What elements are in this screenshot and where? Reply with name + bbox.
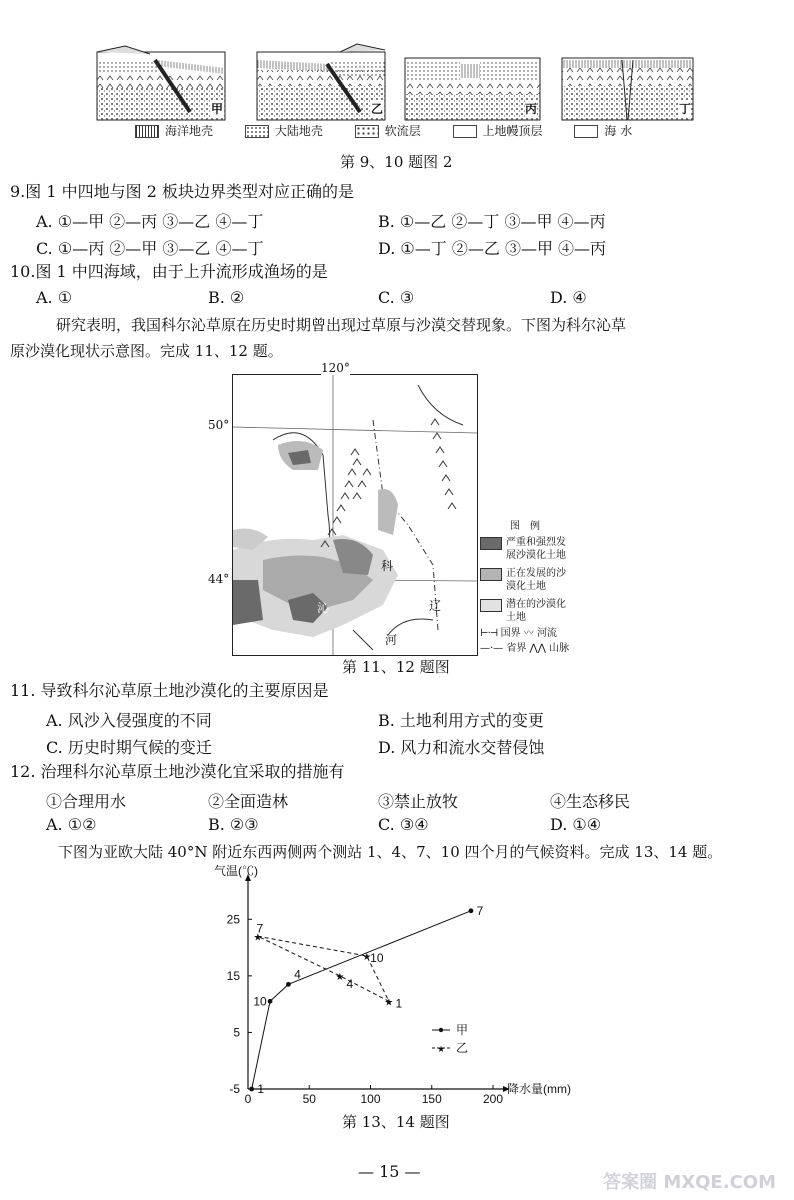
map-legend-title: 图 例 (510, 521, 540, 532)
chart-caption: 第 13、14 题图 (342, 1113, 450, 1131)
panel-label-ding: 丁 (679, 102, 692, 116)
point-label: 7 (476, 903, 484, 918)
map-legend-potential: 潜在的沙漠化 土地 (480, 598, 595, 624)
question-12-option-d[interactable]: D. ①④ (550, 815, 602, 834)
legend-upper-mantle: 上地幔顶层 (453, 124, 543, 138)
y-tick-label: -5 (229, 1082, 240, 1096)
point-label: 1 (395, 996, 403, 1011)
y-axis-label: 气温(℃) (214, 864, 258, 878)
map-legend-developing: 正在发展的沙 漠化土地 (480, 567, 595, 593)
question-10-stem: 10.图 1 中四海域，由于上升流形成渔场的是 (10, 262, 328, 281)
horqin-map (232, 361, 478, 656)
figure-2 (95, 42, 695, 122)
map-label-lat-44: 44° (208, 572, 230, 586)
series-line-乙 (258, 936, 389, 1001)
legend-marker-jia (439, 1028, 443, 1032)
page-number: — 15 — (358, 1162, 421, 1181)
question-10-option-a[interactable]: A. ① (36, 288, 73, 307)
panel-yi (257, 44, 385, 120)
question-11-option-d[interactable]: D. 风力和流水交替侵蚀 (378, 738, 545, 757)
map-legend-severe: 严重和强烈发 展沙漠化土地 (480, 536, 595, 562)
question-12-option-b[interactable]: B. ②③ (208, 815, 259, 834)
question-12-option-c[interactable]: C. ③④ (378, 815, 429, 834)
y-tick-label: 15 (226, 968, 240, 983)
data-point (249, 1087, 254, 1092)
point-label: 10 (253, 994, 267, 1009)
legend-seawater: 海 水 (574, 124, 632, 138)
intro-paragraph-13-14: 下图为亚欧大陆 40°N 附近东西两侧两个测站 1、4、7、10 四个月的气候资料。完成 13、14 题。 (58, 843, 723, 861)
measure-4: ④生态移民 (550, 792, 631, 811)
watermark-logo: 答案圈 MXQE.COM (603, 1172, 776, 1193)
legend-label-jia: 甲 (456, 1023, 469, 1037)
legend-marker-yi: ★ (436, 1045, 446, 1055)
question-9-option-b[interactable]: B. ①—乙 ②—丁 ③—甲 ④—丙 (378, 212, 606, 231)
data-point: ★ (384, 997, 394, 1009)
question-11-option-c[interactable]: C. 历史时期气候的变迁 (46, 738, 212, 757)
panel-label-yi: 乙 (371, 102, 384, 116)
x-axis-label: 降水量(mm) (507, 1082, 571, 1096)
data-point: ★ (362, 952, 372, 964)
question-10-option-c[interactable]: C. ③ (378, 288, 415, 307)
question-11-stem: 11. 导致科尔沁草原土地沙漠化的主要原因是 (10, 681, 329, 700)
data-point (469, 908, 474, 913)
legend-asthenosphere: 软流层 (355, 124, 421, 138)
panel-bing (405, 58, 540, 120)
question-9-option-d[interactable]: D. ①—丁 ②—乙 ③—甲 ④—丙 (378, 239, 607, 258)
data-point (268, 999, 273, 1004)
question-9-stem: 9.图 1 中四地与图 2 板块边界类型对应正确的是 (10, 182, 354, 201)
x-tick-label: 0 (244, 1092, 252, 1106)
point-label: 1 (257, 1082, 265, 1096)
map-caption: 第 11、12 题图 (342, 658, 450, 676)
map-label-place-qin: 沁 (317, 601, 330, 615)
map-label-lat-50: 50° (208, 418, 230, 432)
question-9-option-c[interactable]: C. ①—丙 ②—甲 ③—乙 ④—丁 (36, 239, 264, 258)
point-label: 4 (346, 976, 354, 991)
x-tick-label: 100 (360, 1092, 381, 1106)
x-tick-label: 150 (421, 1092, 442, 1106)
climate-chart (200, 862, 600, 1112)
question-12-stem: 12. 治理科尔沁草原土地沙漠化宜采取的措施有 (10, 762, 345, 781)
point-label: 7 (256, 921, 264, 936)
x-tick-label: 50 (302, 1092, 316, 1106)
y-tick-label: 25 (226, 912, 240, 927)
series-line-甲 (252, 911, 471, 1089)
legend-continental-crust: 大陆地壳 (245, 124, 323, 138)
map-label-place-ke: 科 (381, 559, 394, 573)
question-11-option-a[interactable]: A. 风沙入侵强度的不同 (46, 711, 212, 730)
x-tick-label: 200 (482, 1092, 504, 1106)
climate-chart-svg (200, 862, 600, 1112)
panel-jia (97, 46, 225, 120)
measure-3: ③禁止放牧 (378, 792, 459, 811)
data-point (286, 982, 291, 987)
map-legend (480, 520, 595, 655)
intro-line-1: 研究表明，我国科尔沁草原在历史时期曾出现过草原与沙漠交替现象。下图为科尔沁草 (56, 316, 627, 334)
legend-oceanic-crust: 海洋地壳 (135, 124, 213, 138)
question-10-option-d[interactable]: D. ④ (550, 288, 587, 307)
panel-label-jia: 甲 (211, 102, 224, 116)
map-label-place-liao: 辽 (429, 599, 442, 613)
data-point: ★ (335, 971, 345, 983)
measure-1: ①合理用水 (46, 792, 127, 811)
plate-boundary-diagrams (95, 42, 695, 122)
map-legend-border-river: ⊢·⊣ 国界 〰 河流 (480, 628, 557, 639)
question-11-option-b[interactable]: B. 土地利用方式的变更 (378, 711, 544, 730)
y-tick-label: 5 (233, 1025, 240, 1040)
data-point: ★ (253, 932, 263, 944)
map-legend-province-mountain: —·— 省界 ⋀⋀ 山脉 (480, 643, 570, 654)
point-label: 10 (370, 951, 384, 966)
point-label: 4 (294, 967, 301, 982)
question-10-option-b[interactable]: B. ② (208, 288, 245, 307)
map-label-lon-120: 120° (321, 361, 350, 375)
question-9-option-a[interactable]: A. ①—甲 ②—丙 ③—乙 ④—丁 (36, 212, 264, 231)
intro-paragraph-11-12 (10, 312, 773, 364)
figure-2-legend (135, 122, 695, 139)
figure-2-caption: 第 9、10 题图 2 (340, 153, 453, 171)
question-12-option-a[interactable]: A. ①② (46, 815, 97, 834)
intro-line-2: 原沙漠化现状示意图。完成 11、12 题。 (10, 342, 283, 360)
measure-2: ②全面造林 (208, 792, 289, 811)
legend-label-yi: 乙 (456, 1041, 469, 1055)
panel-ding (562, 58, 693, 120)
panel-label-bing: 丙 (525, 102, 538, 116)
map-label-place-he: 河 (385, 633, 398, 647)
